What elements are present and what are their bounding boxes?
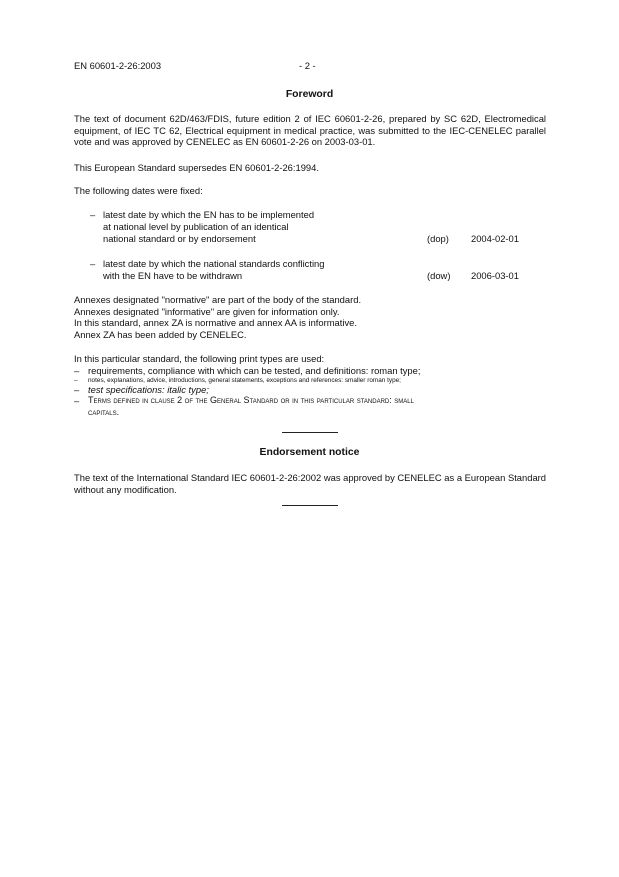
annex-line: Annexes designated "informative" are given for information only. bbox=[74, 305, 340, 317]
print-type-text: requirements, compliance with which can be tested, and definitions: roman type; bbox=[88, 365, 421, 376]
annex-line: In this standard, annex ZA is normative and annex AA is informative. bbox=[74, 317, 357, 329]
date-item-line: latest date by which the national standards conflicting bbox=[103, 258, 325, 269]
print-type-item bbox=[74, 384, 546, 395]
foreword-paragraph-1: The text of document 62D/463/FDIS, future edition 2 of IEC 60601-2-26, prepared by SC 62D, Electromedical equipment, of IEC TC 62, Electrical equipment in medical practice, was submitted to the IEC-CENELEC parallel vote and was approved by CENELEC as EN 60601-2-26 on 2003-03-01. bbox=[74, 113, 546, 148]
print-type-text: Terms defined in clause 2 of the General Standard or in this particular standard: small bbox=[88, 395, 414, 405]
date-item-line: national standard or by endorsement bbox=[103, 233, 256, 244]
list-dash: – bbox=[90, 209, 96, 220]
print-type-item bbox=[74, 395, 546, 419]
list-dash: – bbox=[74, 365, 80, 376]
page-number: - 2 - bbox=[299, 60, 316, 71]
date-item-line: with the EN have to be withdrawn bbox=[103, 270, 243, 281]
print-types-list bbox=[74, 365, 546, 419]
endorsement-title: Endorsement notice bbox=[259, 447, 360, 458]
foreword-title: Foreword bbox=[285, 89, 334, 100]
list-dash: – bbox=[74, 377, 78, 384]
annex-line: Annexes designated "normative" are part of the body of the standard. bbox=[74, 294, 362, 305]
section-divider bbox=[282, 505, 338, 506]
list-dash: – bbox=[90, 258, 96, 269]
date-value: 2006-03-01 bbox=[471, 270, 519, 281]
date-code: (dow) bbox=[427, 270, 451, 281]
print-type-text: test specifications: italic type; bbox=[88, 384, 209, 395]
print-types-intro: In this particular standard, the following print types are used: bbox=[74, 353, 325, 364]
document-id: EN 60601-2-26:2003 bbox=[74, 60, 162, 71]
list-dash: – bbox=[74, 395, 80, 406]
print-type-text: notes, explanations, advice, introductions, general statements, exceptions and references: smaller roman type; bbox=[88, 377, 401, 384]
foreword-paragraph-2: This European Standard supersedes EN 60601-2-26:1994. bbox=[74, 162, 319, 173]
date-item-line: at national level by publication of an identical bbox=[103, 221, 289, 232]
print-type-item bbox=[74, 365, 546, 376]
endorsement-paragraph: The text of the International Standard IEC 60601-2-26:2002 was approved by CENELEC as a European Standard without any modification. bbox=[74, 472, 546, 495]
list-dash: – bbox=[74, 384, 80, 395]
print-type-item bbox=[74, 376, 546, 384]
annex-block bbox=[74, 294, 361, 340]
print-type-text-continued: capitals. bbox=[88, 407, 120, 417]
date-item-line: latest date by which the EN has to be implemented bbox=[103, 209, 315, 220]
annex-line: Annex ZA has been added by CENELEC. bbox=[74, 328, 247, 340]
foreword-paragraph-3: The following dates were fixed: bbox=[74, 185, 203, 196]
date-code: (dop) bbox=[427, 233, 449, 244]
section-divider bbox=[282, 432, 338, 433]
date-value: 2004-02-01 bbox=[471, 233, 519, 244]
